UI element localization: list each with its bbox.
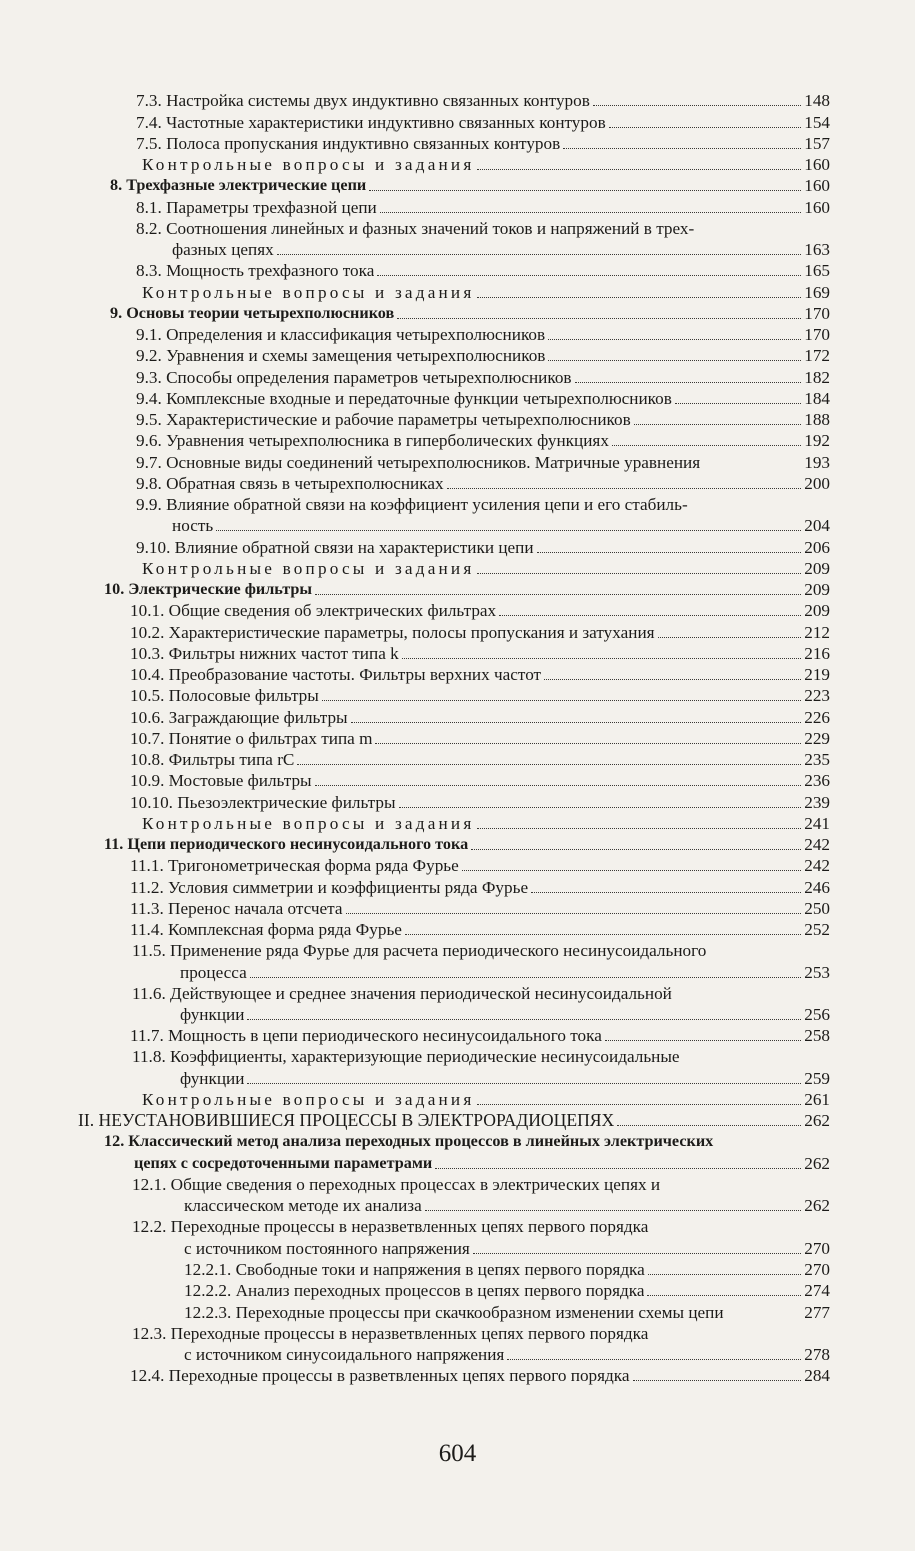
toc-entry: 11.3. Перенос начала отсчета 250 (130, 898, 830, 918)
page-ref: 165 (804, 261, 830, 281)
toc-entry: 9.2. Уравнения и схемы замещения четырехполюсников 172 (136, 346, 830, 366)
page-ref: 235 (804, 750, 830, 769)
leader-dots (435, 1168, 801, 1169)
leader-dots (593, 105, 801, 106)
leader-dots (477, 1104, 801, 1105)
page-ref: 239 (804, 792, 830, 812)
toc-entry: 10.7. Понятие о фильтрах типа m 229 (130, 728, 830, 748)
leader-dots (216, 530, 801, 531)
toc-entry: 10.2. Характеристические параметры, полосы пропускания и затухания 212 (130, 622, 830, 642)
toc-entry: с источником синусоидального напряжения 278 (184, 1345, 830, 1364)
leader-dots (247, 1083, 801, 1084)
leader-dots (447, 488, 801, 489)
toc-entry-line: 9.9. Влияние обратной связи на коэффициент усиления цепи и его стабиль- (136, 494, 688, 514)
toc-entry-line: 12.3. Переходные процессы в неразветвленных цепях первого порядка (132, 1323, 649, 1343)
toc-entry: 12.2.2. Анализ переходных процессов в цепях первого порядка 274 (184, 1281, 830, 1301)
leader-dots (548, 360, 801, 361)
leader-dots (575, 382, 801, 383)
page-ref: 157 (804, 133, 830, 153)
toc-entry: с источником постоянного напряжения 270 (184, 1238, 830, 1258)
toc-entry: 11.2. Условия симметрии и коэффициенты ряда Фурье 246 (130, 877, 830, 897)
toc-entry-line: 11.5. Применение ряда Фурье для расчета периодического несинусоидального (132, 941, 707, 960)
page-ref: 160 (804, 197, 830, 217)
page-ref: 259 (804, 1068, 830, 1088)
leader-dots (315, 594, 801, 595)
toc-entry-questions: Контрольные вопросы и задания 209 (142, 558, 830, 578)
toc-entry: 9.7. Основные виды соединений четырехполюсников. Матричные уравнения 193 (136, 452, 830, 472)
page-ref: 274 (804, 1281, 830, 1301)
leader-dots (647, 1295, 801, 1296)
page-ref: 169 (804, 282, 830, 302)
toc-entry: фазных цепях 163 (172, 240, 830, 259)
page-ref: 261 (804, 1090, 830, 1109)
page-ref: 212 (804, 622, 830, 642)
toc-entry: 9.4. Комплексные входные и передаточные функции четырехполюсников 184 (136, 388, 830, 408)
leader-dots (380, 212, 801, 213)
leader-dots (247, 1019, 801, 1020)
leader-dots (473, 1253, 801, 1254)
toc-chapter: цепях с сосредоточенными параметрами 262 (134, 1153, 830, 1173)
toc-entry: 9.10. Влияние обратной связи на характеристики цепи 206 (136, 537, 830, 557)
page-ref: 229 (804, 728, 830, 748)
leader-dots (375, 743, 801, 744)
toc-entry-questions: Контрольные вопросы и задания 160 (142, 155, 830, 174)
page-ref: 170 (804, 325, 830, 344)
toc-part: II. НЕУСТАНОВИВШИЕСЯ ПРОЦЕССЫ В ЭЛЕКТРОРАДИОЦЕПЯХ 262 (78, 1110, 830, 1131)
leader-dots (675, 403, 801, 404)
page-ref: 216 (804, 643, 830, 663)
toc-entry: 10.1. Общие сведения об электрических фильтрах 209 (130, 601, 830, 621)
toc-entry: функции 256 (180, 1005, 830, 1024)
toc-chapter: 10. Электрические фильтры 209 (104, 580, 830, 599)
page-ref: 160 (804, 155, 830, 174)
leader-dots (322, 700, 801, 701)
leader-dots (462, 870, 801, 871)
toc-entry-line: 12.1. Общие сведения о переходных процессах в электрических цепях и (132, 1174, 661, 1194)
leader-dots (617, 1125, 801, 1126)
toc-entry: 11.4. Комплексная форма ряда Фурье 252 (130, 920, 830, 939)
table-of-contents (78, 90, 830, 1386)
toc-entry: функции 259 (180, 1068, 830, 1088)
toc-entry: 10.5. Полосовые фильтры 223 (130, 686, 830, 706)
leader-dots (377, 275, 801, 276)
toc-entry: 12.4. Переходные процессы в разветвленных цепях первого порядка 284 (130, 1366, 830, 1386)
toc-entry-questions: Контрольные вопросы и задания 261 (142, 1090, 830, 1109)
leader-dots (658, 637, 801, 638)
page-ref: 182 (804, 367, 830, 387)
page-ref: 256 (804, 1005, 830, 1024)
toc-entry: 10.3. Фильтры нижних частот типа k 216 (130, 643, 830, 663)
page-ref: 200 (804, 473, 830, 493)
leader-dots (346, 913, 801, 914)
page-ref: 148 (804, 91, 830, 111)
page-ref: 206 (804, 537, 830, 557)
toc-entry: 7.5. Полоса пропускания индуктивно связанных контуров 157 (136, 133, 830, 153)
leader-dots (609, 127, 801, 128)
leader-dots (548, 339, 801, 340)
page-ref: 250 (804, 898, 830, 918)
toc-entry: 8.3. Мощность трехфазного тока 165 (136, 261, 830, 281)
page-ref: 188 (804, 410, 830, 429)
page-ref: 163 (804, 240, 830, 259)
page-ref: 193 (804, 452, 830, 472)
leader-dots (425, 1210, 801, 1211)
page-ref: 241 (804, 813, 830, 833)
leader-dots (648, 1274, 801, 1275)
page-ref: 258 (804, 1026, 830, 1046)
leader-dots (477, 573, 801, 574)
toc-entry: 9.3. Способы определения параметров четырехполюсников 182 (136, 367, 830, 387)
page-ref: 209 (804, 601, 830, 621)
toc-entry: 7.4. Частотные характеристики индуктивно связанных контуров 154 (136, 112, 830, 132)
toc-entry-line: 11.6. Действующее и среднее значения периодической несинусоидальной (132, 983, 672, 1003)
leader-dots (544, 679, 801, 680)
leader-dots (499, 615, 801, 616)
page-ref: 246 (804, 877, 830, 897)
toc-entry: 8.1. Параметры трехфазной цепи 160 (136, 197, 830, 217)
page-ref: 277 (804, 1302, 830, 1322)
leader-dots (250, 977, 801, 978)
leader-dots (477, 169, 801, 170)
leader-dots (402, 658, 801, 659)
leader-dots (563, 148, 801, 149)
toc-entry-line: 8.2. Соотношения линейных и фазных значений токов и напряжений в трех- (136, 218, 695, 238)
toc-entry: 10.4. Преобразование частоты. Фильтры верхних частот 219 (130, 665, 830, 684)
toc-chapter: 11. Цепи периодического несинусоидального тока 242 (104, 835, 830, 854)
toc-entry: 12.2.1. Свободные токи и напряжения в цепях первого порядка 270 (184, 1260, 830, 1279)
toc-chapter-line: 12. Классический метод анализа переходных процессов в линейных электрических (104, 1132, 714, 1151)
toc-entry: 7.3. Настройка системы двух индуктивно связанных контуров 148 (136, 91, 830, 111)
toc-entry: 11.1. Тригонометрическая форма ряда Фурье 242 (130, 856, 830, 876)
toc-chapter: 8. Трехфазные электрические цепи 160 (110, 176, 830, 196)
toc-entry-questions: Контрольные вопросы и задания 169 (142, 282, 830, 302)
page-ref: 242 (804, 856, 830, 876)
leader-dots (531, 892, 801, 893)
toc-entry-questions: Контрольные вопросы и задания 241 (142, 813, 830, 833)
page-ref: 270 (804, 1238, 830, 1258)
leader-dots (297, 764, 801, 765)
leader-dots (612, 445, 801, 446)
page-ref: 204 (804, 516, 830, 536)
leader-dots (351, 722, 801, 723)
page-ref: 192 (804, 431, 830, 451)
toc-entry: 10.9. Мостовые фильтры 236 (130, 771, 830, 791)
page-ref: 154 (804, 112, 830, 132)
page-ref: 253 (804, 962, 830, 982)
leader-dots (633, 1380, 801, 1381)
toc-entry: 9.6. Уравнения четырехполюсника в гиперболических функциях 192 (136, 431, 830, 451)
toc-entry: ность 204 (172, 516, 830, 536)
page-ref: 262 (804, 1196, 830, 1216)
leader-dots (399, 807, 801, 808)
page-ref: 262 (804, 1111, 830, 1131)
toc-entry: 10.8. Фильтры типа rC 235 (130, 750, 830, 769)
toc-entry: 9.1. Определения и классификация четырехполюсников 170 (136, 325, 830, 344)
leader-dots (537, 552, 801, 553)
page-ref: 209 (804, 558, 830, 578)
toc-entry: классическом методе их анализа 262 (184, 1196, 830, 1216)
leader-dots (315, 785, 801, 786)
toc-entry: процесса 253 (180, 962, 830, 982)
toc-entry: 10.6. Заграждающие фильтры 226 (130, 707, 830, 727)
toc-entry: 12.2.3. Переходные процессы при скачкообразном изменении схемы цепи 277 (184, 1302, 830, 1322)
leader-dots (477, 828, 801, 829)
toc-entry-line: 11.8. Коэффициенты, характеризующие периодические несинусоидальные (132, 1047, 680, 1067)
page-ref: 236 (804, 771, 830, 791)
toc-chapter: 9. Основы теории четырехполюсников 170 (110, 303, 830, 323)
leader-dots (397, 318, 801, 319)
page-ref: 223 (804, 686, 830, 706)
leader-dots (634, 424, 801, 425)
page-ref: 219 (804, 665, 830, 684)
page-ref: 278 (804, 1345, 830, 1364)
page-ref: 252 (804, 920, 830, 939)
leader-dots (507, 1359, 801, 1360)
leader-dots (277, 254, 801, 255)
leader-dots (477, 297, 801, 298)
page-ref: 242 (804, 835, 830, 854)
page-ref: 270 (804, 1260, 830, 1279)
page-ref: 262 (804, 1153, 830, 1173)
toc-entry: 9.8. Обратная связь в четырехполюсниках 200 (136, 473, 830, 493)
toc-entry: 9.5. Характеристические и рабочие параметры четырехполюсников 188 (136, 410, 830, 429)
leader-dots (471, 849, 801, 850)
leader-dots (369, 190, 801, 191)
page-ref: 284 (804, 1366, 830, 1386)
page-ref: 170 (804, 303, 830, 323)
leader-dots (605, 1040, 801, 1041)
page-ref: 209 (804, 580, 830, 599)
toc-entry: 11.7. Мощность в цепи периодического несинусоидального тока 258 (130, 1026, 830, 1046)
leader-dots (405, 934, 801, 935)
page-ref: 184 (804, 388, 830, 408)
page-ref: 172 (804, 346, 830, 366)
toc-entry: 10.10. Пьезоэлектрические фильтры 239 (130, 792, 830, 812)
page-ref: 160 (804, 176, 830, 196)
page-number: 604 (438, 1440, 477, 1467)
toc-entry-line: 12.2. Переходные процессы в неразветвленных цепях первого порядка (132, 1217, 649, 1237)
page-ref: 226 (804, 707, 830, 727)
